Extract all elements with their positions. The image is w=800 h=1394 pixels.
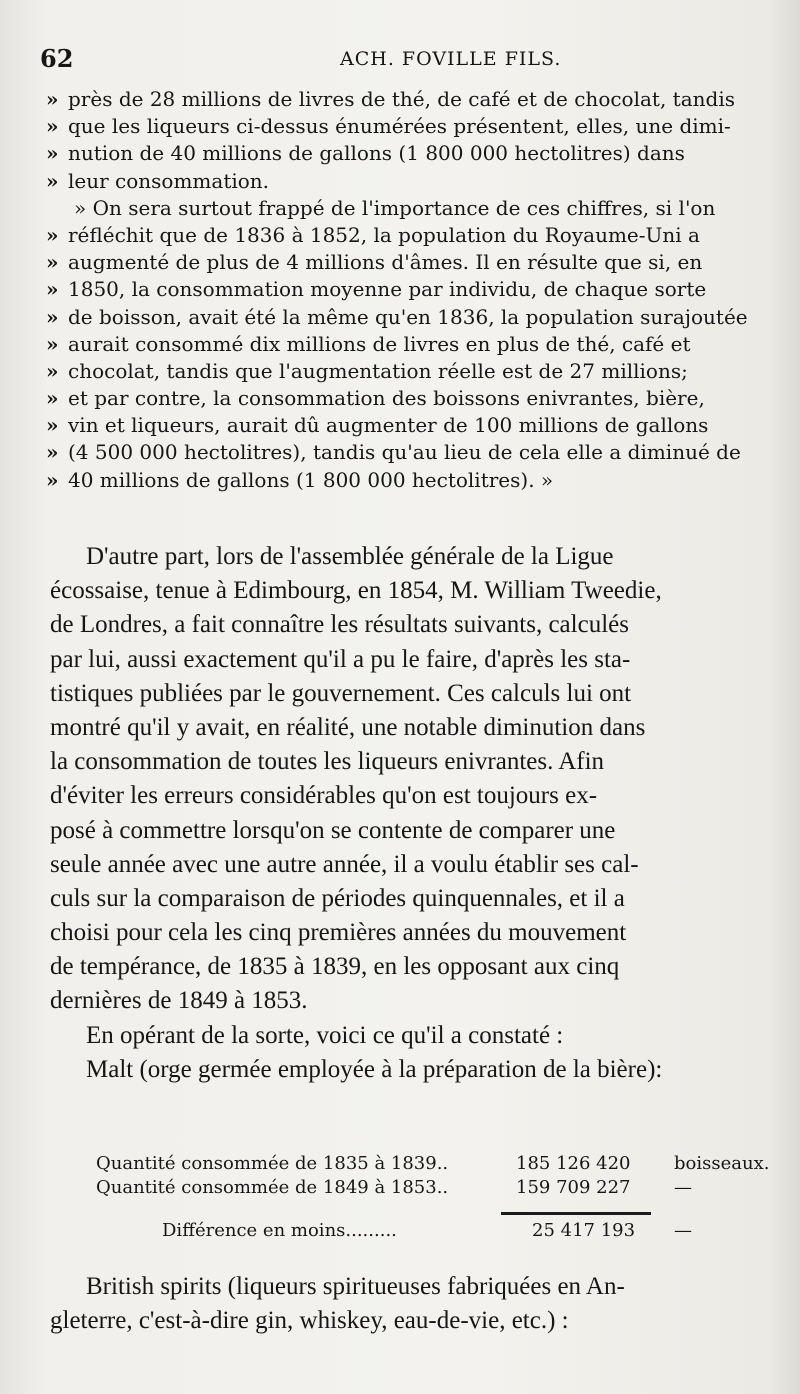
- quote-line: [46, 86, 774, 113]
- quote-mark: »: [46, 168, 59, 193]
- difference-row: [96, 1219, 776, 1243]
- body-line: par lui, aussi exactement qu'il a pu le faire, d'après les sta-: [50, 645, 631, 673]
- quote-text: réfléchit que de 1836 à 1852, la population du Royaume-Uni a: [68, 222, 700, 247]
- body-text: [50, 540, 776, 1087]
- quote-text: vin et liqueurs, aurait dû augmenter de 100 millions de gallons: [68, 413, 709, 438]
- quote-line: [46, 439, 774, 466]
- body-line: dernières de 1849 à 1853.: [50, 987, 308, 1015]
- quote-line: [46, 222, 774, 249]
- body-line: écossaise, tenue à Edimbourg, en 1854, M. William Tweedie,: [50, 577, 662, 605]
- table-row: [96, 1152, 776, 1176]
- page-header: [40, 44, 780, 78]
- malt-consumption-table: [96, 1152, 776, 1243]
- quote-line: [46, 358, 774, 385]
- quote-mark: »: [46, 413, 59, 438]
- row-value: 185 126 420: [516, 1153, 631, 1174]
- quote-text: augmenté de plus de 4 millions d'âmes. Il en résulte que si, en: [68, 250, 703, 275]
- quote-text: et par contre, la consommation des boissons enivrantes, bière,: [68, 386, 705, 411]
- quote-line: [46, 276, 774, 303]
- body-line: En opérant de la sorte, voici ce qu'il a constaté :: [86, 1021, 564, 1049]
- body-line: la consommation de toutes les liqueurs enivrantes. Afin: [50, 748, 605, 776]
- quote-mark: »: [46, 440, 59, 465]
- quote-line: [46, 195, 774, 222]
- body-line: montré qu'il y avait, en réalité, une notable diminution dans: [50, 713, 646, 741]
- page-number: 62: [40, 44, 74, 73]
- body-line: choisi pour cela les cinq premières années du mouvement: [50, 919, 627, 947]
- quote-text: 1850, la consommation moyenne par individu, de chaque sorte: [68, 277, 707, 302]
- quote-line: [46, 249, 774, 276]
- quote-mark: »: [46, 277, 59, 302]
- body-line: culs sur la comparaison de périodes quinquennales, et il a: [50, 884, 625, 912]
- row-unit: boisseaux.: [674, 1153, 770, 1174]
- quote-mark: »: [46, 87, 59, 111]
- body-line: tistiques publiées par le gouvernement. Ces calculs lui ont: [50, 679, 632, 707]
- quote-mark: »: [46, 386, 59, 411]
- quote-line: [46, 467, 774, 494]
- row-unit: —: [674, 1177, 692, 1198]
- closing-text: [50, 1270, 776, 1338]
- difference-value: 25 417 193: [532, 1220, 636, 1241]
- quote-line: [46, 304, 774, 331]
- body-line: posé à commettre lorsqu'on se contente de comparer une: [50, 816, 616, 844]
- quote-text: » On sera surtout frappé de l'importance de ces chiffres, si l'on: [74, 195, 716, 220]
- quote-mark: »: [46, 358, 59, 383]
- quote-mark: »: [46, 114, 59, 139]
- row-value: 159 709 227: [516, 1177, 631, 1198]
- quote-text: de boisson, avait été la même qu'en 1836, la population surajoutée: [68, 304, 748, 329]
- quote-text: nution de 40 millions de gallons (1 800 000 hectolitres) dans: [68, 141, 685, 166]
- quote-mark: »: [46, 331, 59, 356]
- body-line: Malt (orge germée employée à la préparation de la bière):: [86, 1055, 663, 1083]
- quote-text: chocolat, tandis que l'augmentation réelle est de 27 millions;: [68, 358, 688, 383]
- body-line: D'autre part, lors de l'assemblée générale de la Ligue: [86, 543, 614, 570]
- sum-rule: [501, 1212, 651, 1215]
- body-line: British spirits (liqueurs spiritueuses fabriquées en An-: [86, 1273, 625, 1300]
- body-line: seule année avec une autre année, il a voulu établir ses cal-: [50, 850, 639, 878]
- difference-label: Différence en moins.........: [162, 1220, 397, 1241]
- quote-mark: »: [46, 222, 59, 247]
- row-label: Quantité consommée de 1835 à 1839..: [96, 1153, 449, 1174]
- quoted-passage: [46, 86, 774, 494]
- body-line: de tempérance, de 1835 à 1839, en les opposant aux cinq: [50, 953, 620, 981]
- quote-text: (4 500 000 hectolitres), tandis qu'au lieu de cela elle a diminué de: [68, 440, 741, 465]
- quote-mark: »: [46, 141, 59, 166]
- quote-text: près de 28 millions de livres de thé, de café et de chocolat, tandis: [68, 87, 735, 111]
- quote-line: [46, 168, 774, 195]
- quote-text: aurait consommé dix millions de livres en plus de thé, café et: [68, 331, 691, 356]
- quote-mark: »: [46, 304, 59, 329]
- body-line: d'éviter les erreurs considérables qu'on est toujours ex-: [50, 782, 598, 810]
- row-label: Quantité consommée de 1849 à 1853..: [96, 1177, 449, 1198]
- quote-line: [46, 140, 774, 167]
- quote-text: leur consommation.: [68, 168, 270, 193]
- difference-unit: —: [674, 1220, 692, 1241]
- quote-line: [46, 113, 774, 140]
- quote-text: que les liqueurs ci-dessus énumérées présentent, elles, une dimi-: [68, 114, 731, 139]
- body-line: gleterre, c'est-à-dire gin, whiskey, eau-de-vie, etc.) :: [50, 1307, 569, 1335]
- quote-line: [46, 385, 774, 412]
- quote-mark: »: [46, 467, 59, 492]
- table-row: [96, 1176, 776, 1200]
- quote-text: 40 millions de gallons (1 800 000 hectolitres). »: [68, 467, 554, 492]
- running-title: ACH. FOVILLE FILS.: [340, 48, 562, 70]
- quote-mark: »: [46, 250, 59, 275]
- body-line: de Londres, a fait connaître les résultats suivants, calculés: [50, 611, 629, 639]
- quote-line: [46, 412, 774, 439]
- quote-line: [46, 331, 774, 358]
